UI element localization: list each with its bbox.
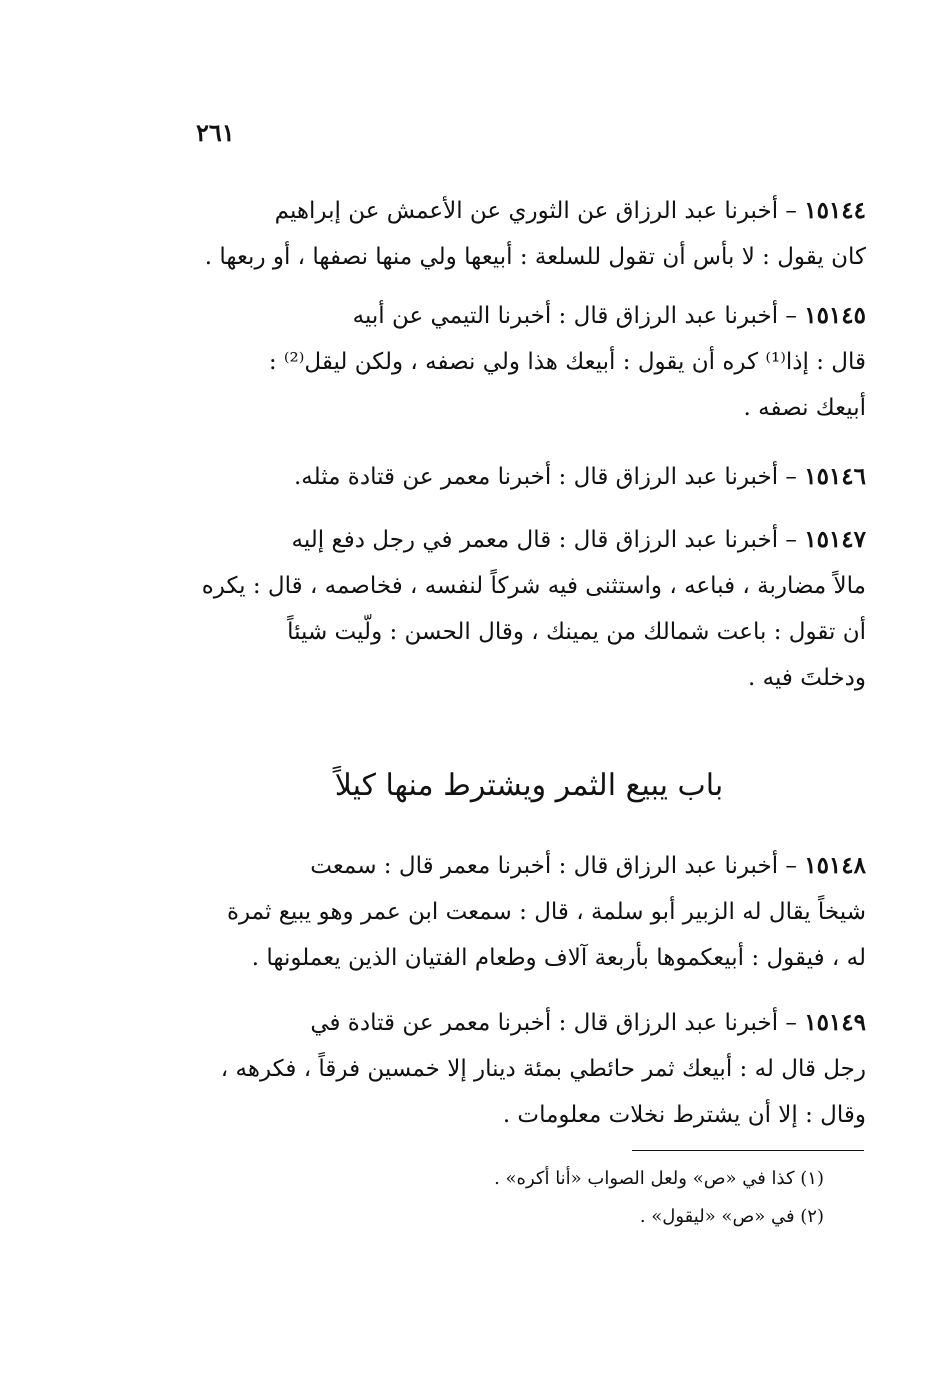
hadith-entry-15148 <box>192 843 866 981</box>
text-line: كان يقول : لا بأس أن تقول للسلعة : أبيعها ولي منها نصفها ، أو ربعها . <box>204 244 866 270</box>
text-line <box>192 293 866 339</box>
footnote-divider <box>632 1150 864 1151</box>
text-line <box>192 1000 866 1046</box>
hadith-text: – أخبرنا عبد الرزاق قال : أخبرنا معمر عن قتادة في <box>310 1010 797 1036</box>
text-line <box>192 843 866 889</box>
page-number: ٢٦١ <box>196 118 235 147</box>
hadith-number: ١٥١٤٥ <box>804 302 866 329</box>
hadith-number: ١٥١٤٦ <box>804 463 866 490</box>
hadith-text: – أخبرنا عبد الرزاق قال : أخبرنا معمر عن قتادة مثله. <box>293 464 797 490</box>
text-line: شيخاً يقال له الزبير أبو سلمة ، قال : سمعت ابن عمر وهو يبيع ثمرة <box>226 899 866 925</box>
text-line <box>192 188 866 234</box>
footnote-2: (٢) في «ص» «ليقول» . <box>639 1206 824 1227</box>
footnotes <box>380 1160 824 1236</box>
hadith-text: – أخبرنا عبد الرزاق عن الثوري عن الأعمش عن إبراهيم <box>274 198 797 224</box>
text-line: أبيعك نصفه . <box>743 395 866 421</box>
text-line: أن تقول : باعت شمالك من يمينك ، وقال الحسن : ولّيت شيئاً <box>287 619 866 645</box>
section-heading: باب يبيع الثمر ويشترط منها كيلاً <box>334 768 724 803</box>
hadith-number: ١٥١٤٤ <box>804 197 866 224</box>
hadith-entry-15146 <box>192 454 866 500</box>
hadith-entry-15144 <box>192 188 866 280</box>
text-line: قال : إذا⁽¹⁾ كره أن يقول : أبيعك هذا ولي نصفه ، ولكن ليقل⁽²⁾ : <box>268 349 866 375</box>
hadith-number: ١٥١٤٨ <box>804 852 866 879</box>
hadith-text: – أخبرنا عبد الرزاق قال : أخبرنا التيمي عن أبيه <box>352 303 797 329</box>
text-line <box>192 517 866 563</box>
hadith-entry-15147 <box>192 517 866 701</box>
footnote-1: (١) كذا في «ص» ولعل الصواب «أنا أكره» . <box>494 1168 824 1189</box>
text-line: ودخلتَ فيه . <box>748 665 866 691</box>
hadith-number: ١٥١٤٧ <box>804 526 866 553</box>
hadith-entry-15149 <box>192 1000 866 1138</box>
text-line: رجل قال له : أبيعك ثمر حائطي بمئة دينار إلا خمسين فرقاً ، فكرهه ، <box>220 1056 866 1082</box>
hadith-entry-15145 <box>192 293 866 431</box>
hadith-text: – أخبرنا عبد الرزاق قال : قال معمر في رجل دفع إليه <box>291 527 797 553</box>
text-line: له ، فيقول : أبيعكموها بأربعة آلاف وطعام الفتيان الذين يعملونها . <box>251 945 866 971</box>
text-line <box>192 454 866 500</box>
hadith-number: ١٥١٤٩ <box>804 1009 866 1036</box>
hadith-text: – أخبرنا عبد الرزاق قال : أخبرنا معمر قال : سمعت <box>310 853 797 879</box>
text-line: وقال : إلا أن يشترط نخلات معلومات . <box>502 1102 866 1128</box>
text-line: مالاً مضاربة ، فباعه ، واستثنى فيه شركاً لنفسه ، فخاصمه ، قال : يكره <box>201 573 866 599</box>
